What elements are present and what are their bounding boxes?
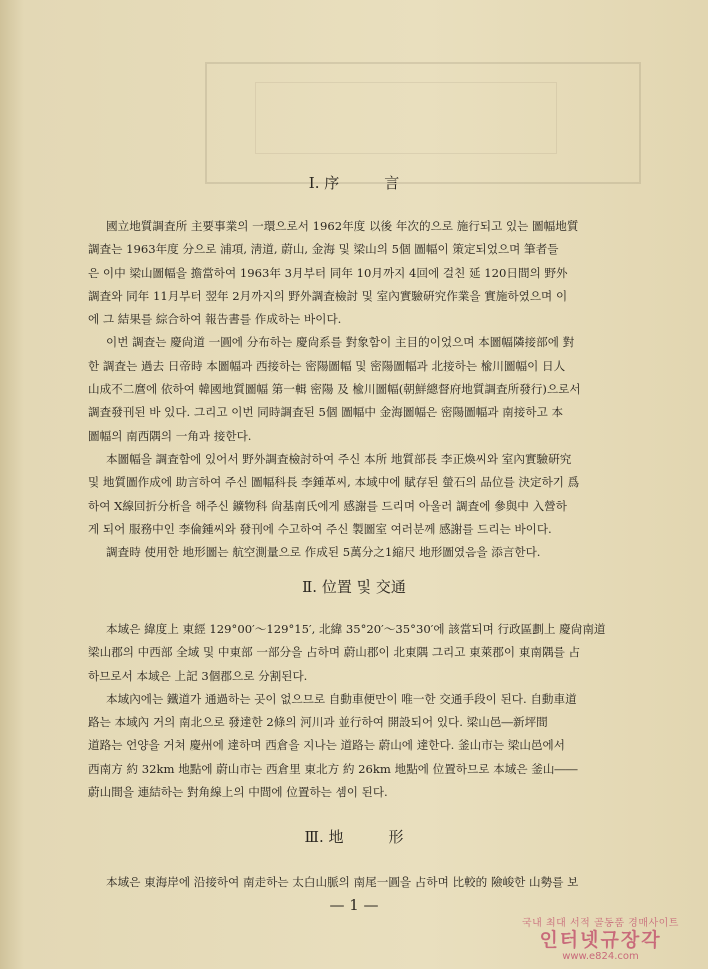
text-line: 調査發刊된 바 있다. 그리고 이번 同時調査된 5個 圖幅中 金海圖幅은 密陽圖幅과 南接하고 本: [88, 405, 564, 420]
watermark: [498, 914, 703, 962]
watermark-brand: 인터넷규장각: [539, 929, 662, 951]
text-line: 路는 本域內 거의 南北으로 發達한 2條의 河川과 並行하여 開設되어 있다. 梁山邑―新坪間: [88, 715, 548, 730]
paragraph-location: [88, 618, 623, 804]
text-line: 이번 調査는 慶尙道 一圓에 分布하는 慶尙系를 對象함이 主目的이었으며 本圖幅隣接部에 對: [106, 335, 575, 350]
text-line: 梁山郡의 中西部 全域 및 中東部 一部分을 占하며 蔚山郡이 北東隅 그리고 東萊郡이 東南隅를 占: [88, 645, 581, 660]
text-line: 蔚山間을 連結하는 對角線上의 中間에 位置하는 셈이 된다.: [88, 785, 388, 800]
text-line: 西南方 約 32km 地點에 蔚山市는 西倉里 東北方 約 26km 地點에 位置하므로 本域은 釜山――: [88, 761, 578, 776]
text-line: 한 調査는 過去 日帝時 本圖幅과 西接하는 密陽圖幅 및 密陽圖幅과 北接하는 楡川圖幅이 日人: [88, 358, 566, 373]
text-line: 圖幅의 南西隅의 一角과 接한다.: [88, 428, 252, 443]
page-number: — 1 —: [329, 896, 379, 914]
text-line: 하여 X線回折分析을 해주신 鑛物科 尙基南氏에게 感謝를 드리며 아울러 調査에 參與中 入營하: [88, 498, 567, 513]
paragraph-topography: [88, 871, 623, 894]
text-line: 調査와 同年 11月부터 翌年 2月까지의 野外調査檢討 및 室內實驗硏究作業을 實施하였으며 이: [88, 288, 568, 303]
text-line: 道路는 언양을 거쳐 慶州에 達하며 西倉을 지나는 道路는 蔚山에 達한다. 釜山市는 梁山邑에서: [88, 738, 565, 753]
text-line: 게 되어 服務中인 李倫鍾씨와 發刊에 수고하여 주신 製圖室 여러분께 感謝를 드리는 바이다.: [88, 521, 552, 536]
section-heading-intro: Ⅰ. 序 言: [308, 174, 400, 192]
paragraph-intro: [88, 215, 623, 564]
text-line: 調査時 使用한 地形圖는 航空測量으로 作成된 5萬分之1縮尺 地形圖였음을 添言한다.: [106, 545, 541, 560]
text-line: 山成不二麿에 依하여 韓國地質圖幅 第一輯 密陽 及 楡川圖幅(朝鮮總督府地質調査所發行)으로서: [88, 382, 581, 397]
section-heading-topography: Ⅲ. 地 形: [304, 828, 404, 846]
watermark-tagline: 국내 최대 서적 골동품 경매사이트: [522, 918, 679, 929]
watermark-url: www.e824.com: [562, 951, 639, 962]
text-line: 調査는 1963年度 分으로 浦項, 淸道, 蔚山, 金海 및 梁山의 5個 圖幅이 策定되었으며 筆者들: [88, 242, 559, 257]
text-line: 및 地質圖作成에 助言하여 주신 圖幅科長 李鍾革씨, 本域中에 賦存된 螢石의 品位를 決定하기 爲: [88, 475, 580, 490]
text-line: 에 그 結果를 綜合하여 報告書를 作成하는 바이다.: [88, 312, 342, 327]
text-line: 은 이中 梁山圖幅을 擔當하여 1963年 3月부터 同年 10月까지 4回에 걸친 延 120日間의 野外: [88, 265, 568, 280]
text-line: 本圖幅을 調査함에 있어서 野外調査檢討하여 주신 本所 地質部長 李正煥씨와 室內實驗硏究: [106, 451, 572, 466]
text-line: 國立地質調査所 主要事業의 一環으로서 1962年度 以後 年次的으로 施行되고 있는 圖幅地質: [106, 219, 579, 233]
text-line: 本域은 緯度上 東經 129°00′～129°15′, 北緯 35°20′～35°30′에 該當되며 行政區劃上 慶尙南道: [106, 622, 606, 636]
text-line: 本域은 東海岸에 沿接하여 南走하는 太白山脈의 南尾一圓을 占하며 比較的 險峻한 山勢를 보: [106, 875, 579, 889]
bleed-through-frame-inner: [255, 82, 557, 154]
section-heading-location: Ⅱ. 位置 및 交通: [302, 578, 406, 596]
text-line: 本域內에는 鐵道가 通過하는 곳이 없으므로 自動車便만이 唯一한 交通手段이 된다. 自動車道: [106, 691, 577, 706]
text-line: 하므로서 本域은 上記 3個郡으로 分割된다.: [88, 668, 308, 683]
